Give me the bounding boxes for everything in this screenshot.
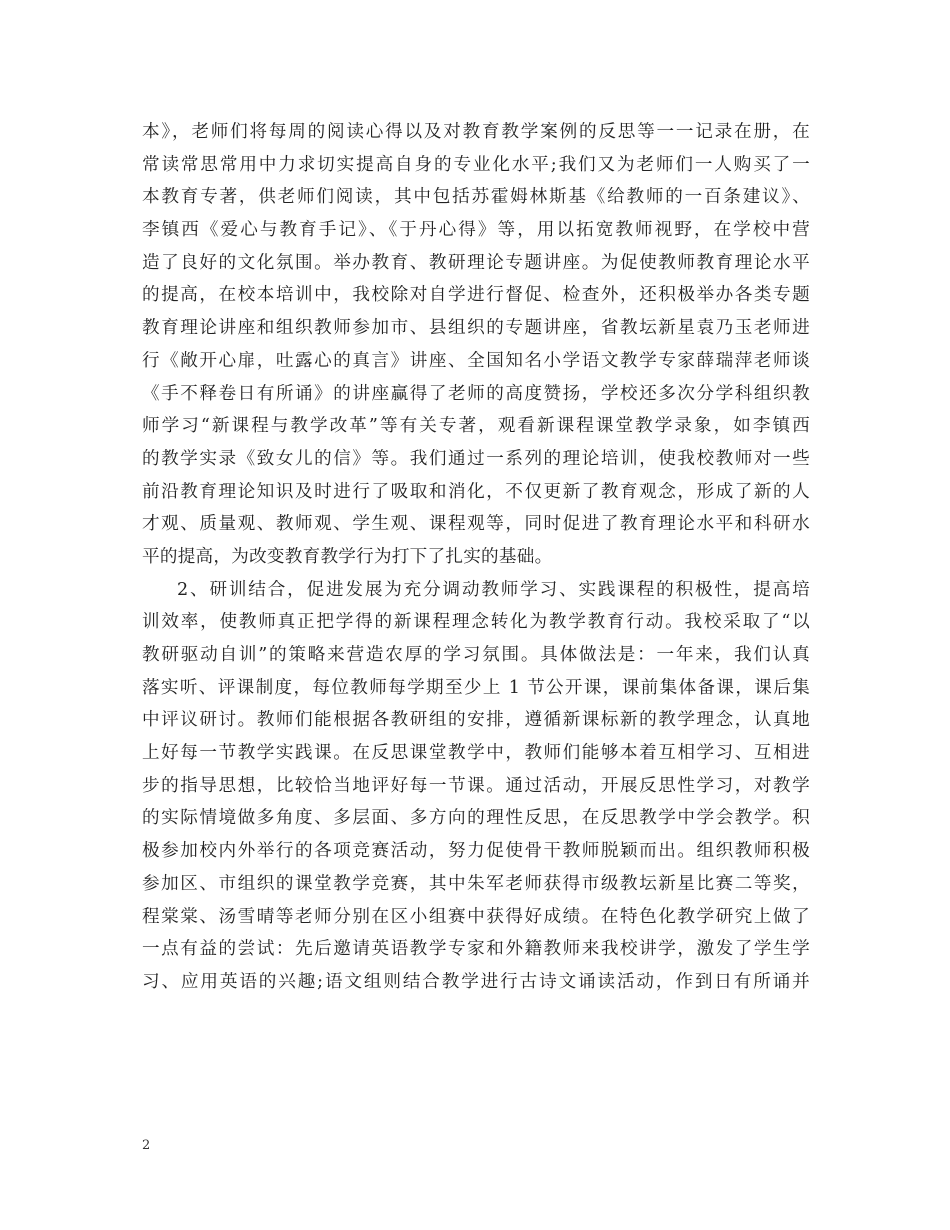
text-line: 的提高，在校本培训中，我校除对自学进行督促、检查外，还积极举办各类专题 — [142, 285, 810, 306]
text-line: 训效率，使教师真正把学得的新课程理念转化为教学教育行动。我校采取了“以 — [142, 612, 810, 633]
text-line: 师学习“新课程与教学改革”等有关专著，观看新课程课堂教学录象，如李镇西 — [142, 416, 810, 437]
text-line: 常读常思常用中力求切实提高自身的专业化水平;我们又为老师们一人购买了一 — [142, 154, 810, 175]
text-line: 才观、质量观、教师观、学生观、课程观等，同时促进了教育理论水平和科研水 — [142, 514, 810, 535]
text-line: 教育理论讲座和组织教师参加市、县组织的专题讲座，省教坛新星袁乃玉老师进 — [142, 318, 810, 339]
text-line: 本教育专著，供老师们阅读，其中包括苏霍姆林斯基《给教师的一百条建议》、 — [142, 187, 810, 208]
body-text — [142, 116, 810, 999]
text-line: 参加区、市组织的课堂教学竞赛，其中朱军老师获得市级教坛新星比赛二等奖， — [142, 873, 810, 894]
text-line: 程棠棠、汤雪晴等老师分别在区小组赛中获得好成绩。在特色化教学研究上做了 — [142, 906, 810, 927]
text-line: 《手不释卷日有所诵》的讲座赢得了老师的高度赞扬，学校还多次分学科组织教 — [142, 383, 810, 404]
text-line: 极参加校内外举行的各项竞赛活动，努力促使骨干教师脱颖而出。组织教师积极 — [142, 841, 810, 862]
paragraph-first-line: 2、研训结合，促进发展为充分调动教师学习、实践课程的积极性，提高培 — [177, 579, 810, 600]
text-line: 的实际情境做多角度、多层面、多方向的理性反思，在反思教学中学会教学。积 — [142, 808, 810, 829]
text-line: 的教学实录《致女儿的信》等。我们通过一系列的理论培训，使我校教师对一些 — [142, 448, 810, 469]
page-number: 2 — [142, 1138, 151, 1153]
text-line: 前沿教育理论知识及时进行了吸取和消化，不仅更新了教育观念，形成了新的人 — [142, 481, 810, 502]
text-line: 平的提高，为改变教育教学行为打下了扎实的基础。 — [142, 546, 553, 567]
text-line: 本》，老师们将每周的阅读心得以及对教育教学案例的反思等一一记录在册，在 — [142, 122, 810, 142]
text-line: 教研驱动自训”的策略来营造农厚的学习氛围。具体做法是：一年来，我们认真 — [142, 645, 810, 665]
text-line: 造了良好的文化氛围。举办教育、教研理论专题讲座。为促使教师教育理论水平 — [142, 252, 810, 273]
text-line: 李镇西《爱心与教育手记》、《于丹心得》等，用以拓宽教师视野，在学校中营 — [142, 220, 810, 241]
text-line: 行《敞开心扉，吐露心的真言》讲座、全国知名小学语文教学专家薛瑞萍老师谈 — [142, 350, 810, 371]
text-line: 步的指导思想，比较恰当地评好每一节课。通过活动，开展反思性学习，对教学 — [142, 775, 810, 796]
text-line: 中评议研讨。教师们能根据各教研组的安排，遵循新课标新的教学理念，认真地 — [142, 710, 810, 731]
text-line: 上好每一节教学实践课。在反思课堂教学中，教师们能够本着互相学习、互相进 — [142, 743, 810, 764]
text-line: 一点有益的尝试：先后邀请英语教学专家和外籍教师来我校讲学，激发了学生学 — [142, 939, 810, 960]
text-line: 习、应用英语的兴趣;语文组则结合教学进行古诗文诵读活动，作到日有所诵并 — [142, 971, 810, 992]
text-line: 落实听、评课制度，每位教师每学期至少上 1 节公开课，课前集体备课，课后集 — [142, 677, 810, 698]
